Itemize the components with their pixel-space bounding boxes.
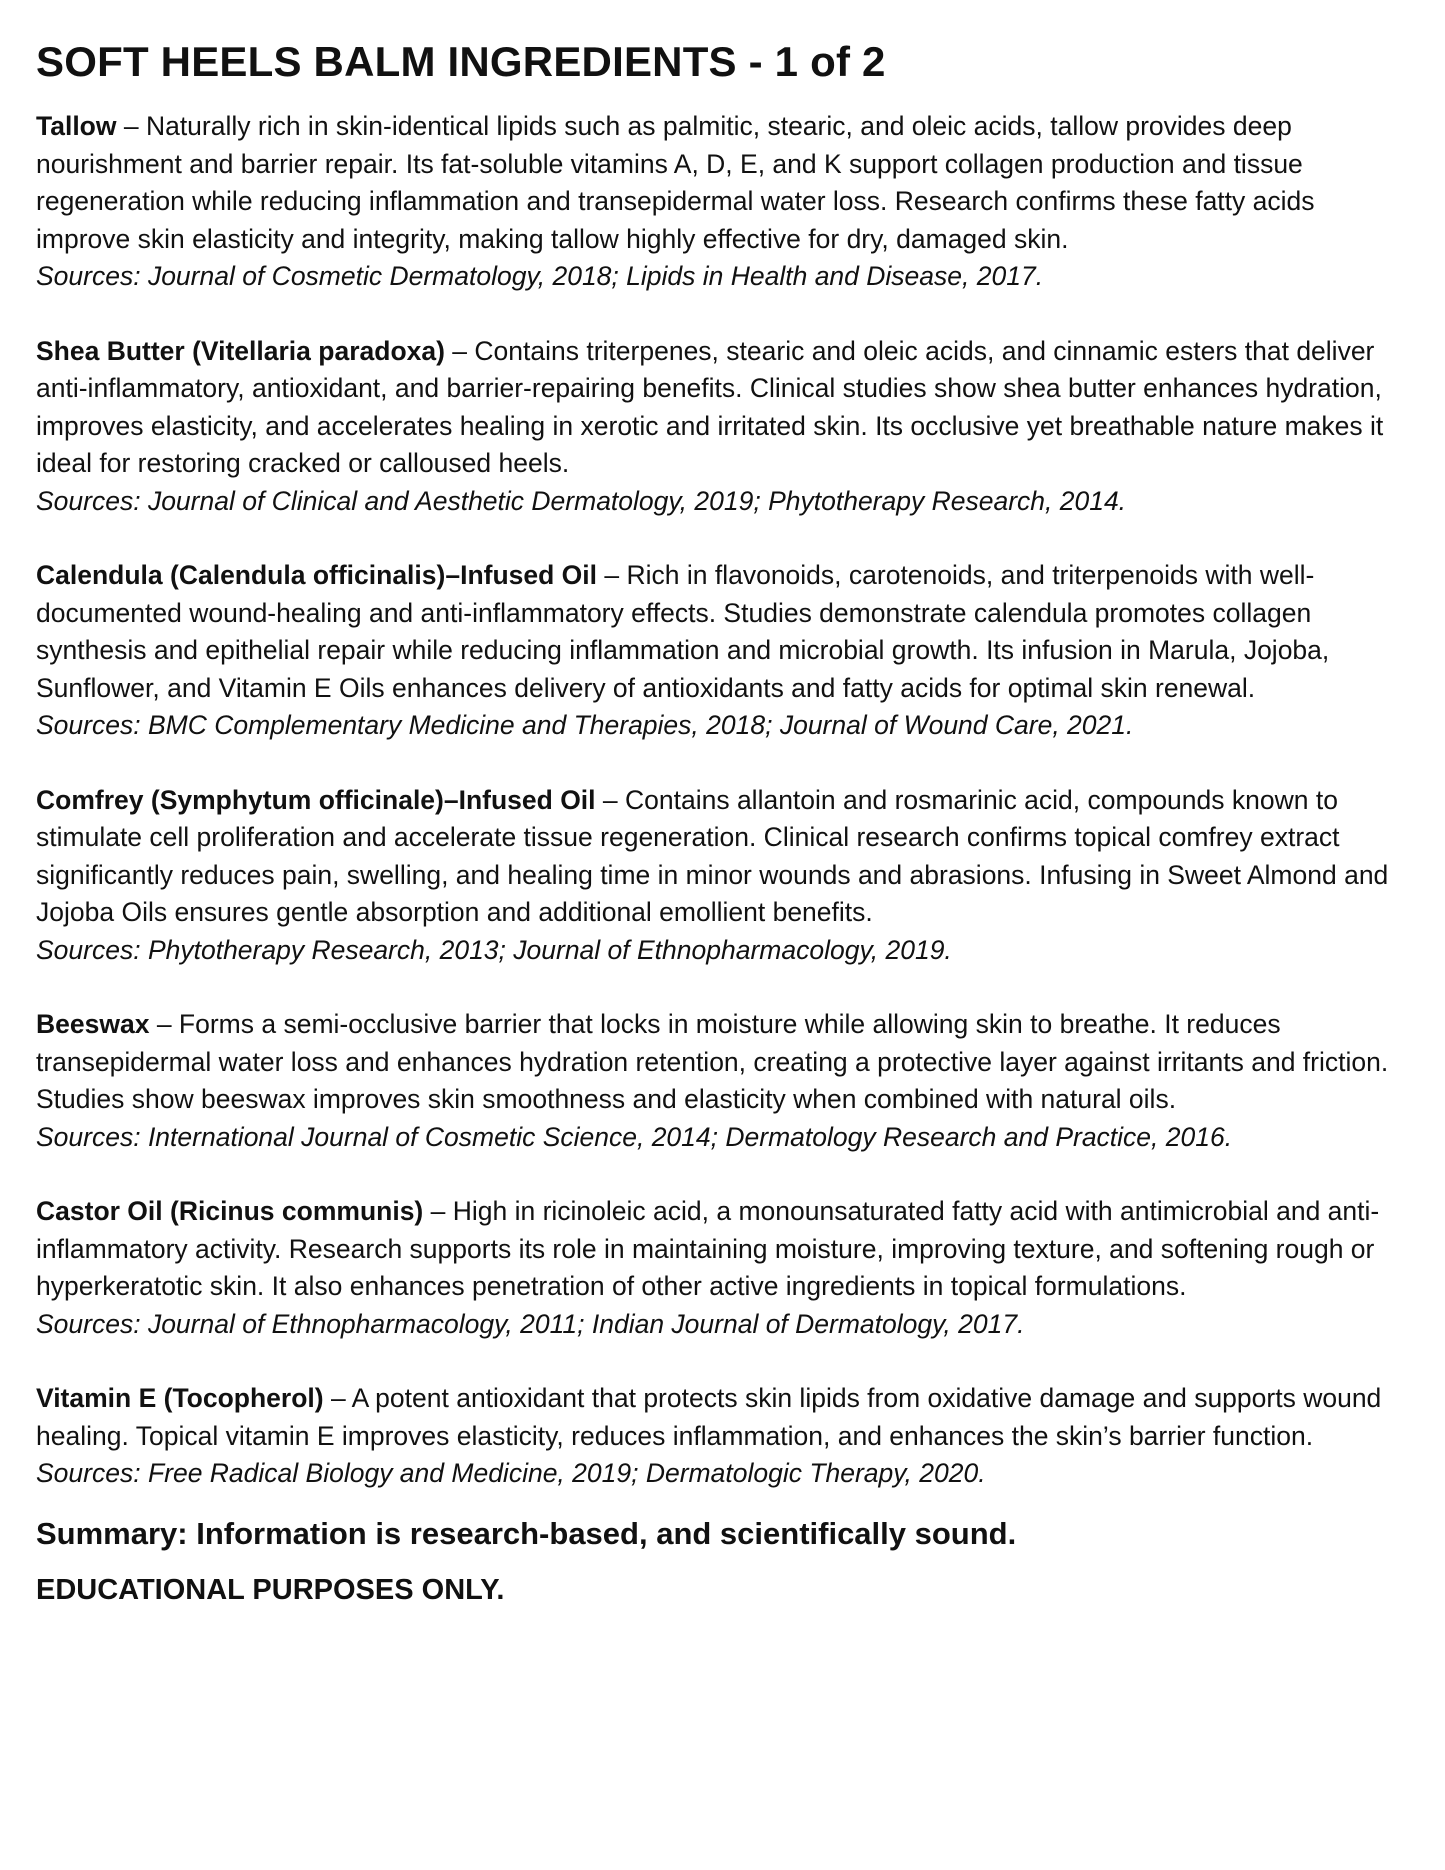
ingredient-name: Vitamin E (Tocopherol): [36, 1383, 324, 1413]
ingredient-description: – Rich in flavonoids, carotenoids, and triterpenoids with well-documented wound-healing and anti-inflammatory effects. Studies demonstrate calendula promotes collagen synthesis and epithelial repair while reducing inflammation and microbial growth. Its infusion in Marula, Jojoba, Sunflower, and Vitamin E Oils enhances delivery of antioxidants and fatty acids for optimal skin renewal.: [36, 560, 1330, 703]
ingredient-description: – Contains triterpenes, stearic and oleic acids, and cinnamic esters that deliver anti-inflammatory, antioxidant, and barrier-repairing benefits. Clinical studies show shea butter enhances hydration, improves elasticity, and accelerates healing in xerotic and irritated skin. Its occlusive yet breathable nature makes it ideal for restoring cracked or calloused heels.: [36, 335, 1384, 478]
ingredient-description-paragraph: [36, 333, 1409, 483]
ingredient-name: Comfrey (Symphytum officinale)–Infused Oil: [36, 784, 596, 815]
ingredient-sources: Sources: International Journal of Cosmetic Science, 2014; Dermatology Research and Practice, 2016.: [36, 1121, 1233, 1152]
ingredient-comfrey: [36, 782, 1409, 970]
ingredient-description: – A potent antioxidant that protects skin lipids from oxidative damage and supports wound healing. Topical vitamin E improves elasticity, reduces inflammation, and enhances the skin’s barrier function.: [36, 1383, 1382, 1451]
ingredient-shea-butter: [36, 333, 1409, 521]
ingredient-description-paragraph: [36, 1006, 1409, 1119]
ingredient-sources: Sources: Phytotherapy Research, 2013; Journal of Ethnopharmacology, 2019.: [36, 934, 952, 965]
ingredient-name: Calendula (Calendula officinalis)–Infused Oil: [36, 560, 598, 590]
ingredient-name: Beeswax: [36, 1009, 150, 1039]
ingredient-tallow: [36, 108, 1409, 296]
page-title: SOFT HEELS BALM INGREDIENTS - 1 of 2: [36, 38, 886, 85]
ingredient-sources: Sources: Journal of Ethnopharmacology, 2011; Indian Journal of Dermatology, 2017.: [36, 1308, 1025, 1339]
ingredient-vitamin-e: [36, 1380, 1409, 1493]
ingredient-description-paragraph: [36, 108, 1409, 258]
ingredient-description: – Naturally rich in skin-identical lipids such as palmitic, stearic, and oleic acids, tallow provides deep nourishment and barrier repair. Its fat-soluble vitamins A, D, E, and K support collagen production and tissue regeneration while reducing inflammation and transepidermal water loss. Research confirms these fatty acids improve skin elasticity and integrity, making tallow highly effective for dry, damaged skin.: [36, 111, 1315, 254]
ingredient-sources: Sources: Free Radical Biology and Medicine, 2019; Dermatologic Therapy, 2020.: [36, 1458, 986, 1488]
ingredient-sources: Sources: BMC Complementary Medicine and Therapies, 2018; Journal of Wound Care, 2021.: [36, 710, 1134, 740]
ingredient-description: – Forms a semi-occlusive barrier that locks in moisture while allowing skin to breathe. It reduces transepidermal water loss and enhances hydration retention, creating a protective layer against irritants and friction. Studies show beeswax improves skin smoothness and elasticity when combined with natural oils.: [36, 1009, 1389, 1114]
ingredient-sources: Sources: Journal of Cosmetic Dermatology, 2018; Lipids in Health and Disease, 2017.: [36, 261, 1044, 291]
ingredient-description-paragraph: [36, 1193, 1409, 1306]
ingredient-beeswax: [36, 1006, 1409, 1156]
ingredient-description-paragraph: [36, 557, 1409, 707]
ingredient-description: – High in ricinoleic acid, a monounsaturated fatty acid with antimicrobial and anti-inflammatory activity. Research supports its role in maintaining moisture, improving texture, and softening rough or hyperkeratotic skin. It also enhances penetration of other active ingredients in topical formulations.: [36, 1196, 1380, 1301]
ingredient-calendula: [36, 557, 1409, 745]
ingredient-name: Shea Butter (Vitellaria paradoxa): [36, 335, 445, 366]
ingredient-sources: Sources: Journal of Clinical and Aesthetic Dermatology, 2019; Phytotherapy Research, 2014.: [36, 485, 1127, 516]
disclaimer-text: EDUCATIONAL PURPOSES ONLY.: [36, 1573, 505, 1606]
ingredient-name: Castor Oil (Ricinus communis): [36, 1196, 424, 1226]
ingredient-description: – Contains allantoin and rosmarinic acid, compounds known to stimulate cell proliferation and accelerate tissue regeneration. Clinical research confirms topical comfrey extract significantly reduces pain, swelling, and healing time in minor wounds and abrasions. Infusing in Sweet Almond and Jojoba Oils ensures gentle absorption and additional emollient benefits.: [36, 784, 1389, 927]
ingredient-description-paragraph: [36, 1380, 1409, 1455]
ingredient-description-paragraph: [36, 782, 1409, 932]
summary-text: Summary: Information is research-based, and scientifically sound.: [36, 1515, 1017, 1551]
ingredient-castor-oil: [36, 1193, 1409, 1343]
ingredient-name: Tallow: [36, 111, 117, 141]
